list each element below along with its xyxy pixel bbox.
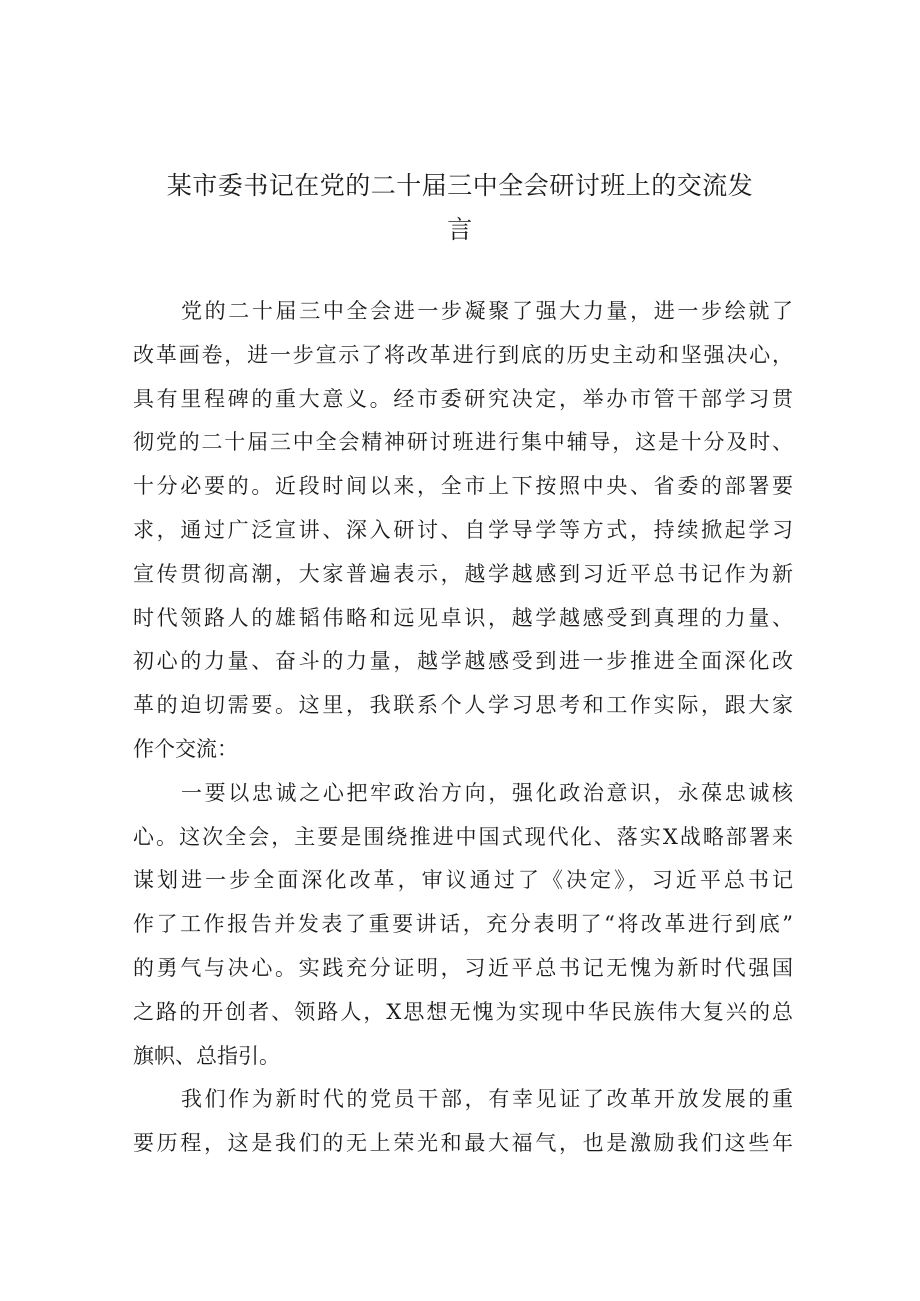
text-line: 求，通过广泛宣讲、深入研讨、自学导学等方式，持续掀起学习 (133, 517, 793, 542)
text-line: 革的迫切需要。这里，我联系个人学习思考和工作实际，跟大家 (133, 693, 793, 718)
paragraph-2 (133, 772, 793, 1079)
text-line: 彻党的二十届三中全会精神研讨班进行集中辅导，这是十分及时、 (133, 430, 793, 455)
paragraph-1 (133, 290, 793, 772)
text-line: 的勇气与决心。实践充分证明，习近平总书记无愧为新时代强国 (133, 955, 793, 980)
text-line: 旗帜、总指引。 (133, 1043, 280, 1068)
text-line: 一要以忠诚之心把牢政治方向，强化政治意识，永葆忠诚核 (181, 780, 793, 805)
text-line: 之路的开创者、领路人，X思想无愧为实现中华民族伟大复兴的总 (133, 999, 793, 1024)
document-title (160, 164, 760, 252)
paragraph-3 (133, 1078, 793, 1166)
text-line: 党的二十届三中全会进一步凝聚了强大力量，进一步绘就了 (181, 299, 793, 323)
text-line: 宣传贯彻高潮，大家普遍表示，越学越感到习近平总书记作为新 (133, 561, 793, 586)
text-line: 十分必要的。近段时间以来，全市上下按照中央、省委的部署要 (133, 474, 793, 499)
text-line: 谋划进一步全面深化改革，审议通过了《决定》，习近平总书记 (133, 868, 793, 893)
text-line: 作个交流： (133, 736, 238, 761)
text-line: 时代领路人的雄韬伟略和远见卓识，越学越感受到真理的力量、 (133, 605, 793, 630)
title-line: 某市委书记在党的二十届三中全会研讨班上的交流发 (166, 171, 754, 200)
text-line: 改革画卷，进一步宣示了将改革进行到底的历史主动和坚强决心， (133, 342, 793, 367)
document-body (133, 290, 793, 1166)
title-line: 言 (447, 215, 473, 244)
text-line: 初心的力量、奋斗的力量，越学越感受到进一步推进全面深化改 (133, 649, 793, 674)
text-line: 具有里程碑的重大意义。经市委研究决定，举办市管干部学习贯 (133, 386, 793, 411)
text-line: 作了工作报告并发表了重要讲话，充分表明了“将改革进行到底” (133, 912, 793, 937)
text-line: 要历程，这是我们的无上荣光和最大福气，也是激励我们这些年 (133, 1131, 793, 1156)
text-line: 我们作为新时代的党员干部，有幸见证了改革开放发展的重 (181, 1087, 793, 1112)
text-line: 心。这次全会，主要是围绕推进中国式现代化、落实X战略部署来 (133, 824, 793, 849)
